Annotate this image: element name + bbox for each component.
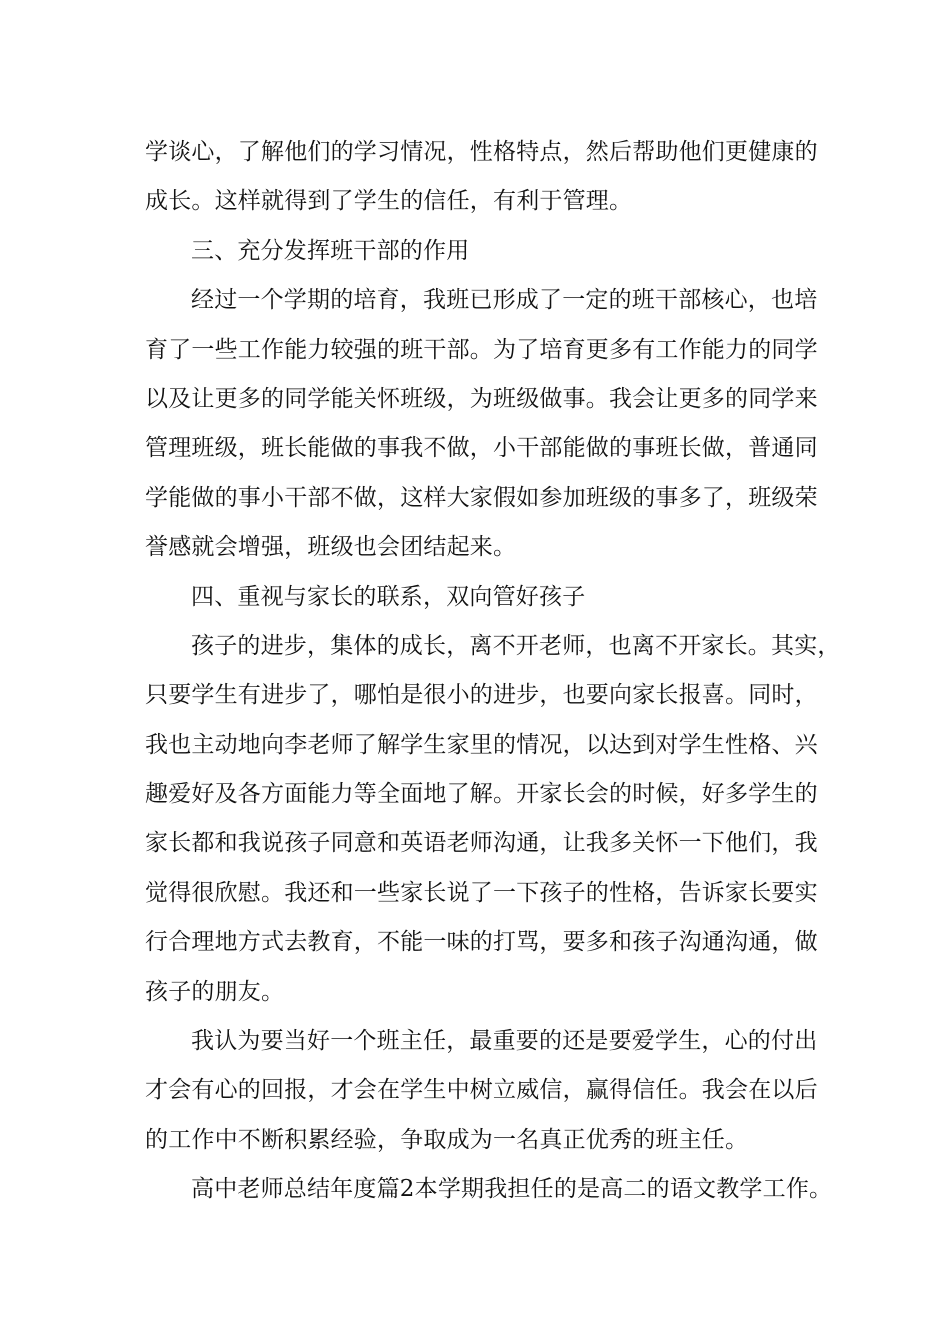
text-line: 学谈心，了解他们的学习情况，性格特点，然后帮助他们更健康的 (145, 139, 818, 165)
text-line: 行合理地方式去教育，不能一味的打骂，要多和孩子沟通沟通，做 (145, 929, 818, 956)
text-line: 才会有心的回报，才会在学生中树立威信，赢得信任。我会在以后 (145, 1077, 818, 1104)
text-line: 家长都和我说孩子同意和英语老师沟通，让我多关怀一下他们，我 (145, 830, 818, 857)
text-line: 只要学生有进步了，哪怕是很小的进步，也要向家长报喜。同时， (145, 682, 818, 709)
text-line: 我认为要当好一个班主任，最重要的还是要爱学生，心的付出 (191, 1028, 818, 1055)
text-line: 以及让更多的同学能关怀班级，为班级做事。我会让更多的同学来 (145, 385, 818, 412)
text-line: 趣爱好及各方面能力等全面地了解。开家长会的时候，好多学生的 (145, 781, 818, 808)
text-line: 孩子的朋友。 (145, 978, 285, 1005)
text-line: 孩子的进步，集体的成长，离不开老师，也离不开家长。其实， (191, 632, 841, 659)
text-line: 管理班级，班长能做的事我不做，小干部能做的事班长做，普通同 (145, 435, 818, 462)
text-line: 誉感就会增强，班级也会团结起来。 (145, 534, 517, 561)
text-line: 成长。这样就得到了学生的信任，有利于管理。 (145, 188, 633, 215)
text-line: 学能做的事小干部不做，这样大家假如参加班级的事多了，班级荣 (145, 484, 818, 511)
section-heading: 三、充分发挥班干部的作用 (191, 237, 470, 264)
text-line: 觉得很欣慰。我还和一些家长说了一下孩子的性格，告诉家长要实 (145, 879, 818, 906)
text-line: 育了一些工作能力较强的班干部。为了培育更多有工作能力的同学 (145, 336, 818, 363)
text-line: 的工作中不断积累经验，争取成为一名真正优秀的班主任。 (145, 1126, 749, 1153)
text-line: 高中老师总结年度篇2本学期我担任的是高二的语文教学工作。 (191, 1176, 833, 1203)
document-body (145, 128, 841, 1215)
section-heading: 四、重视与家长的联系，双向管好孩子 (191, 583, 586, 610)
text-line: 经过一个学期的培育，我班已形成了一定的班干部核心，也培 (191, 287, 818, 314)
text-line: 我也主动地向李老师了解学生家里的情况，以达到对学生性格、兴 (145, 731, 818, 758)
